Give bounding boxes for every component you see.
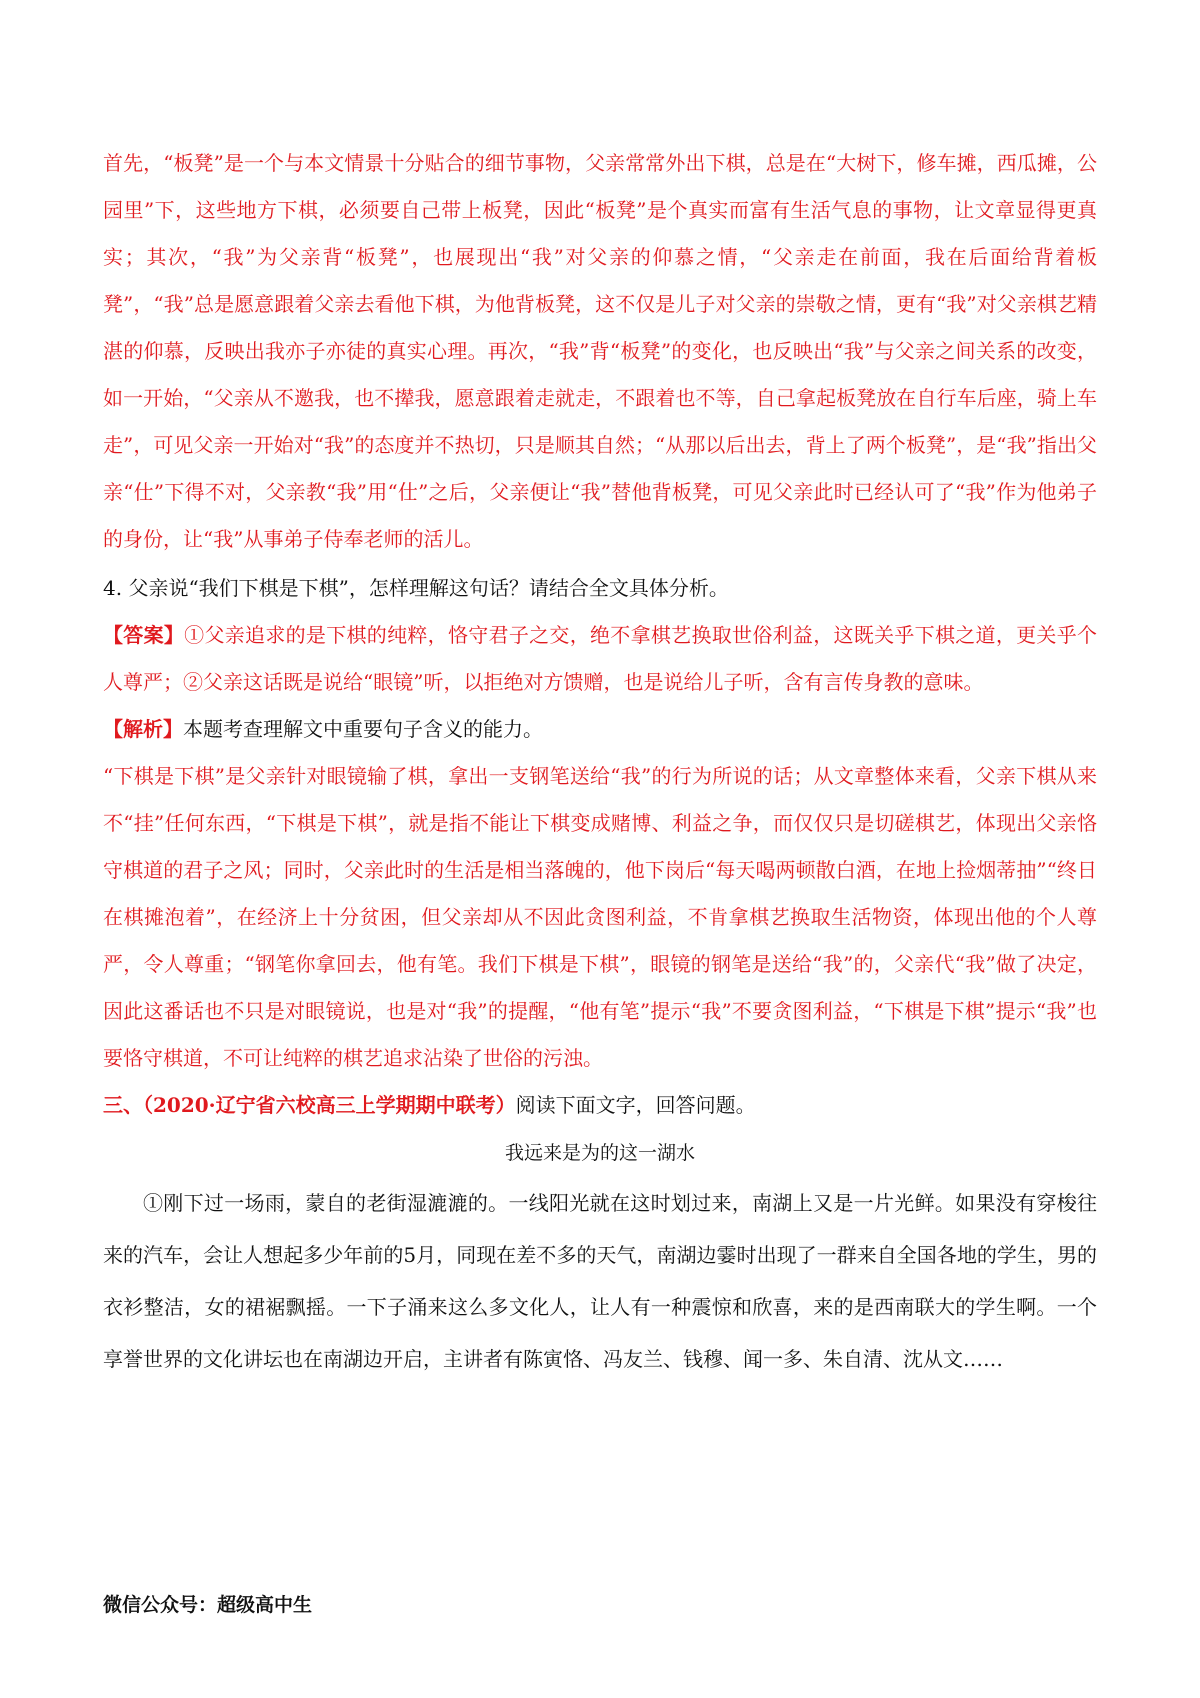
analysis-label: 【解析】 <box>103 717 183 741</box>
analysis-continued-paragraph: 首先，“板凳”是一个与本文情景十分贴合的细节事物，父亲常常外出下棋，总是在“大树下，修车摊，西瓜摊，公园里”下，这些地方下棋，必须要自己带上板凳，因此“板凳”是个真实而富有生活气息的事物，让文章显得更真实；其次，“我”为父亲背“板凳”，也展现出“我”对父亲的仰慕之情，“父亲走在前面，我在后面给背着板凳”，“我”总是愿意跟着父亲去看他下棋，为他背板凳，这不仅是儿子对父亲的崇敬之情，更有“我”对父亲棋艺精湛的仰慕，反映出我亦子亦徒的真实心理。再次，“我”背“板凳”的变化，也反映出“我”与父亲之间关系的改变，如一开始，“父亲从不邀我，也不撵我，愿意跟着走就走，不跟着也不等，自己拿起板凳放在自行车后座，骑上车走”，可见父亲一开始对“我”的态度并不热切，只是顺其自然；“从那以后出去，背上了两个板凳”，是“我”指出父亲“仕”下得不对，父亲教“我”用“仕”之后，父亲便让“我”替他背板凳，可见父亲此时已经认可了“我”作为他弟子的身份，让“我”从事弟子侍奉老师的活儿。 <box>103 151 1097 551</box>
question-4: 4. 父亲说“我们下棋是下棋”，怎样理解这句话？请结合全文具体分析。 <box>103 576 729 600</box>
content-area <box>103 140 1097 1385</box>
analysis-intro: 本题考查理解文中重要句子含义的能力。 <box>183 717 543 741</box>
section-3-label: 三、（2020·辽宁省六校高三上学期期中联考） <box>103 1093 516 1117</box>
analysis-paragraph: “下棋是下棋”是父亲针对眼镜输了棋，拿出一支钢笔送给“我”的行为所说的话；从文章整体来看，父亲下棋从来不“挂”任何东西，“下棋是下棋”，就是指不能让下棋变成赌博、利益之争，而仅仅只是切磋棋艺，体现出父亲恪守棋道的君子之风；同时，父亲此时的生活是相当落魄的，他下岗后“每天喝两顿散白酒，在地上捡烟蒂抽”“终日在棋摊泡着”，在经济上十分贫困，但父亲却从不因此贪图利益，不肯拿棋艺换取生活物资，体现出他的个人尊严，令人尊重；“钢笔你拿回去，他有笔。我们下棋是下棋”，眼镜的钢笔是送给“我”的，父亲代“我”做了决定，因此这番话也不只是对眼镜说，也是对“我”的提醒，“他有笔”提示“我”不要贪图利益，“下棋是下棋”提示“我”也要恪守棋道，不可让纯粹的棋艺追求沾染了世俗的污浊。 <box>103 764 1097 1070</box>
answer-text: ①父亲追求的是下棋的纯粹，恪守君子之交，绝不拿棋艺换取世俗利益，这既关乎下棋之道，更关乎个人尊严；②父亲这话既是说给“眼镜”听，以拒绝对方馈赠，也是说给儿子听，含有言传身教的意味。 <box>103 623 1098 694</box>
footer-wechat-account: 微信公众号：超级高中生 <box>103 1594 313 1616</box>
answer-label: 【答案】 <box>103 623 185 647</box>
section-3-instruction: 阅读下面文字，回答问题。 <box>515 1093 756 1117</box>
essay-paragraph-1: ①刚下过一场雨，蒙自的老街湿漉漉的。一线阳光就在这时划过来，南湖上又是一片光鲜。如果没有穿梭往来的汽车，会让人想起多少年前的5月，同现在差不多的天气，南湖边霎时出现了一群来自全国各地的学生，男的衣衫整洁，女的裙裾飘摇。一下子涌来这么多文化人，让人有一种震惊和欣喜，来的是西南联大的学生啊。一个享誉世界的文化讲坛也在南湖边开启，主讲者有陈寅恪、冯友兰、钱穆、闻一多、朱自清、沈从文…… <box>103 1191 1097 1371</box>
analysis-header <box>103 706 1097 753</box>
answer-block <box>103 612 1097 706</box>
essay-title: 我远来是为的这一湖水 <box>504 1142 695 1164</box>
section-3-heading <box>103 1082 1097 1129</box>
